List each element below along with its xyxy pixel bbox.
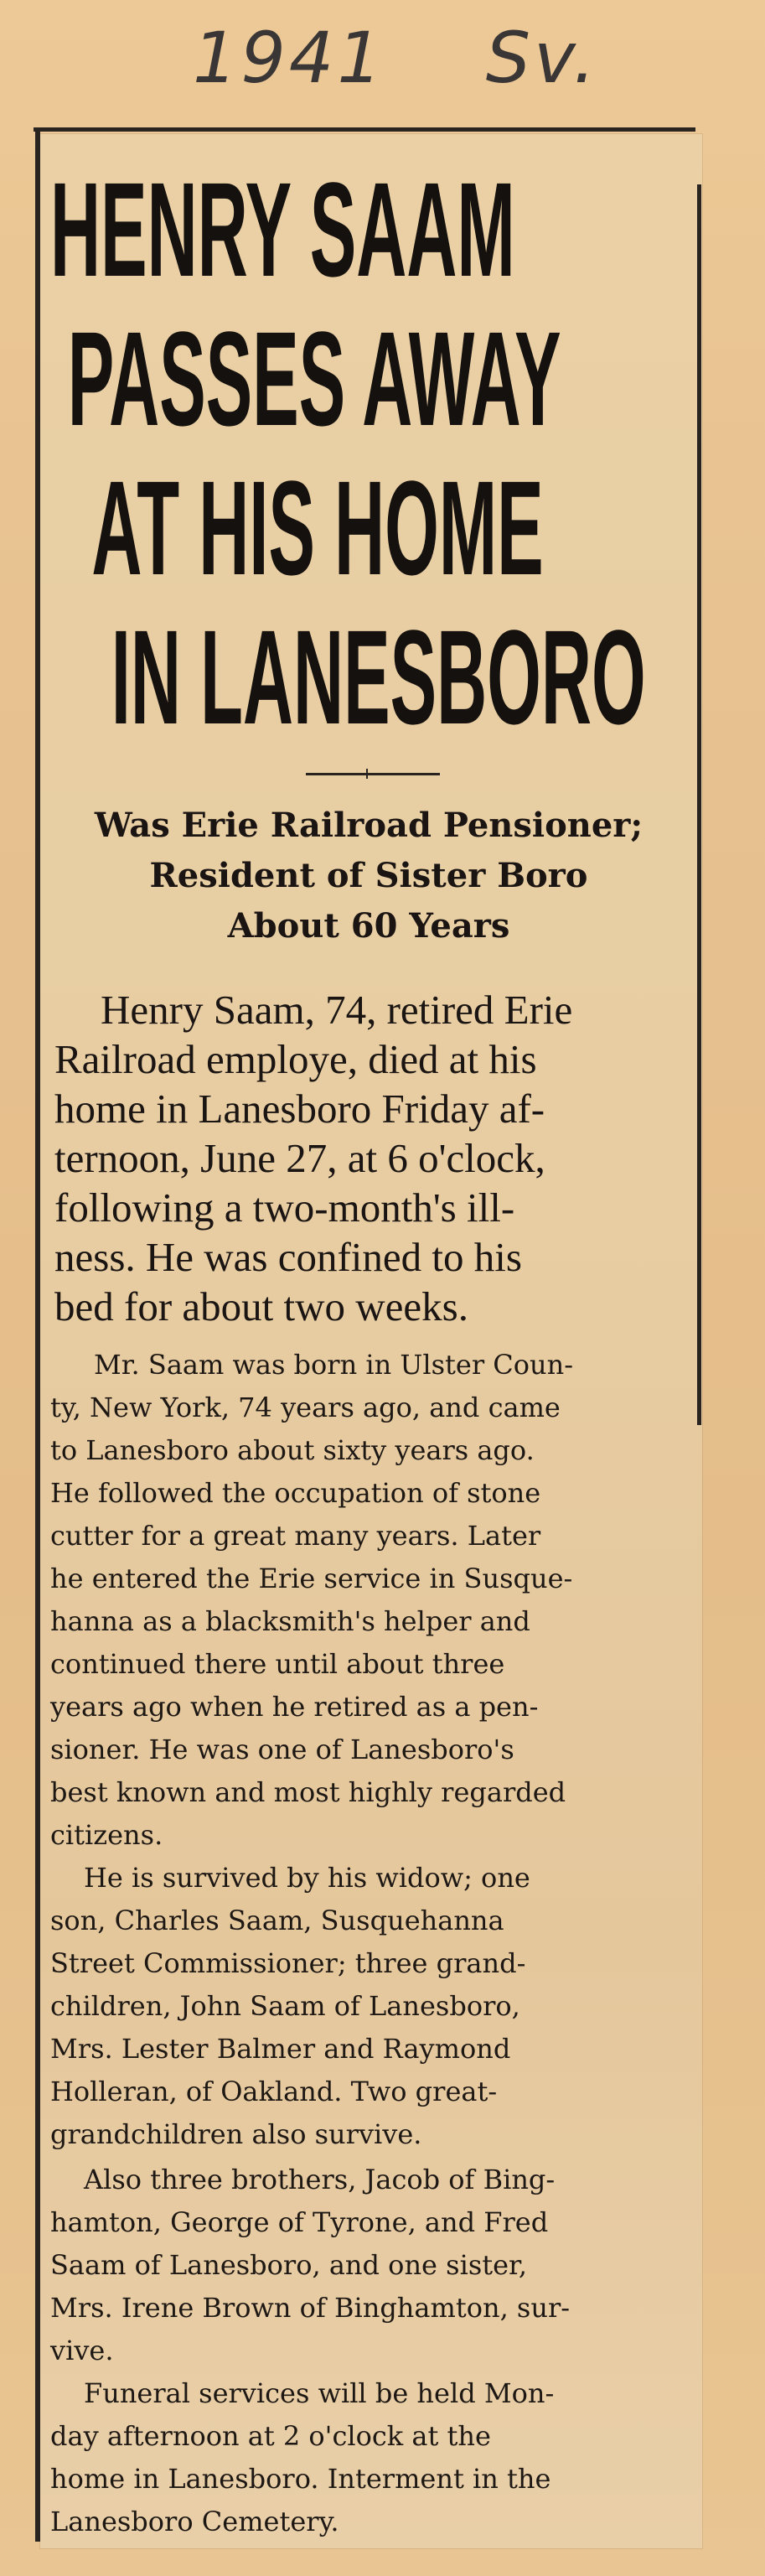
handwritten-annotation <box>193 17 599 99</box>
text-line: Holleran, of Oakland. Two great- <box>50 2076 498 2107</box>
text-line: following a two-month's ill- <box>54 1184 515 1231</box>
text-line: home in Lanesboro Friday af- <box>54 1086 545 1132</box>
headline-line: AT HIS HOME <box>91 453 544 603</box>
text-line: ternoon, June 27, at 6 o'clock, <box>54 1135 545 1181</box>
body-paragraph <box>50 1344 691 1857</box>
handwritten-initials: Sv. <box>485 17 599 99</box>
text-line: Mrs. Irene Brown of Binghamton, sur- <box>50 2292 571 2324</box>
headline-line: IN LANESBORO <box>111 602 646 752</box>
column-rule-right <box>697 184 701 1425</box>
text-line: to Lanesboro about sixty years ago. <box>50 1434 535 1466</box>
body-paragraph <box>50 1857 691 2156</box>
body-paragraph <box>50 2372 691 2543</box>
headline-line: HENRY SAAM <box>50 154 515 304</box>
text-line: years ago when he retired as a pen- <box>50 1691 539 1723</box>
lead-paragraph <box>54 985 691 1331</box>
subheadline <box>50 801 687 951</box>
text-line: grandchildren also survive. <box>50 2118 422 2150</box>
text-line: Railroad employe, died at his <box>54 1036 537 1082</box>
text-line: Lanesboro Cemetery. <box>50 2506 339 2537</box>
text-line: Henry Saam, 74, retired Erie <box>101 987 573 1033</box>
handwritten-year: 1941 <box>193 17 385 99</box>
text-line: He followed the occupation of stone <box>50 1477 541 1509</box>
body-paragraph <box>50 2159 691 2372</box>
text-line: Mr. Saam was born in Ulster Coun- <box>94 1349 574 1381</box>
text-line: cutter for a great many years. Later <box>50 1520 541 1552</box>
text-line: ty, New York, 74 years ago, and came <box>50 1392 561 1423</box>
subheadline-line: Resident of Sister Boro <box>149 856 588 895</box>
headline-line: PASSES AWAY <box>67 303 561 454</box>
text-line: Street Commissioner; three grand- <box>50 1947 526 1979</box>
text-line: citizens. <box>50 1819 163 1851</box>
text-line: son, Charles Saam, Susquehanna <box>50 1905 504 1936</box>
subheadline-line: Was Erie Railroad Pensioner; <box>94 806 644 845</box>
text-line: Funeral services will be held Mon- <box>84 2377 555 2409</box>
text-line: ness. He was confined to his <box>54 1234 522 1280</box>
text-line: best known and most highly regarded <box>50 1776 566 1808</box>
headline-divider <box>306 773 440 775</box>
text-line: sioner. He was one of Lanesboro's <box>50 1734 514 1765</box>
text-line: day afternoon at 2 o'clock at the <box>50 2420 491 2452</box>
text-line: continued there until about three <box>50 1648 505 1680</box>
text-line: children, John Saam of Lanesboro, <box>50 1990 520 2022</box>
column-rule-top <box>34 127 695 132</box>
subheadline-line: About 60 Years <box>227 906 510 946</box>
text-line: Mrs. Lester Balmer and Raymond <box>50 2033 511 2065</box>
text-line: Saam of Lanesboro, and one sister, <box>50 2249 527 2281</box>
column-rule-left <box>35 127 40 2542</box>
headline <box>50 154 646 752</box>
text-line: bed for about two weeks. <box>54 1283 468 1329</box>
text-line: vive. <box>50 2335 114 2366</box>
text-line: hamton, George of Tyrone, and Fred <box>50 2206 549 2238</box>
text-line: home in Lanesboro. Interment in the <box>50 2463 551 2495</box>
text-line: Also three brothers, Jacob of Bing- <box>84 2164 556 2195</box>
text-line: hanna as a blacksmith's helper and <box>50 1605 530 1637</box>
text-line: He is survived by his widow; one <box>84 1862 530 1894</box>
text-line: he entered the Erie service in Susque- <box>50 1563 573 1594</box>
